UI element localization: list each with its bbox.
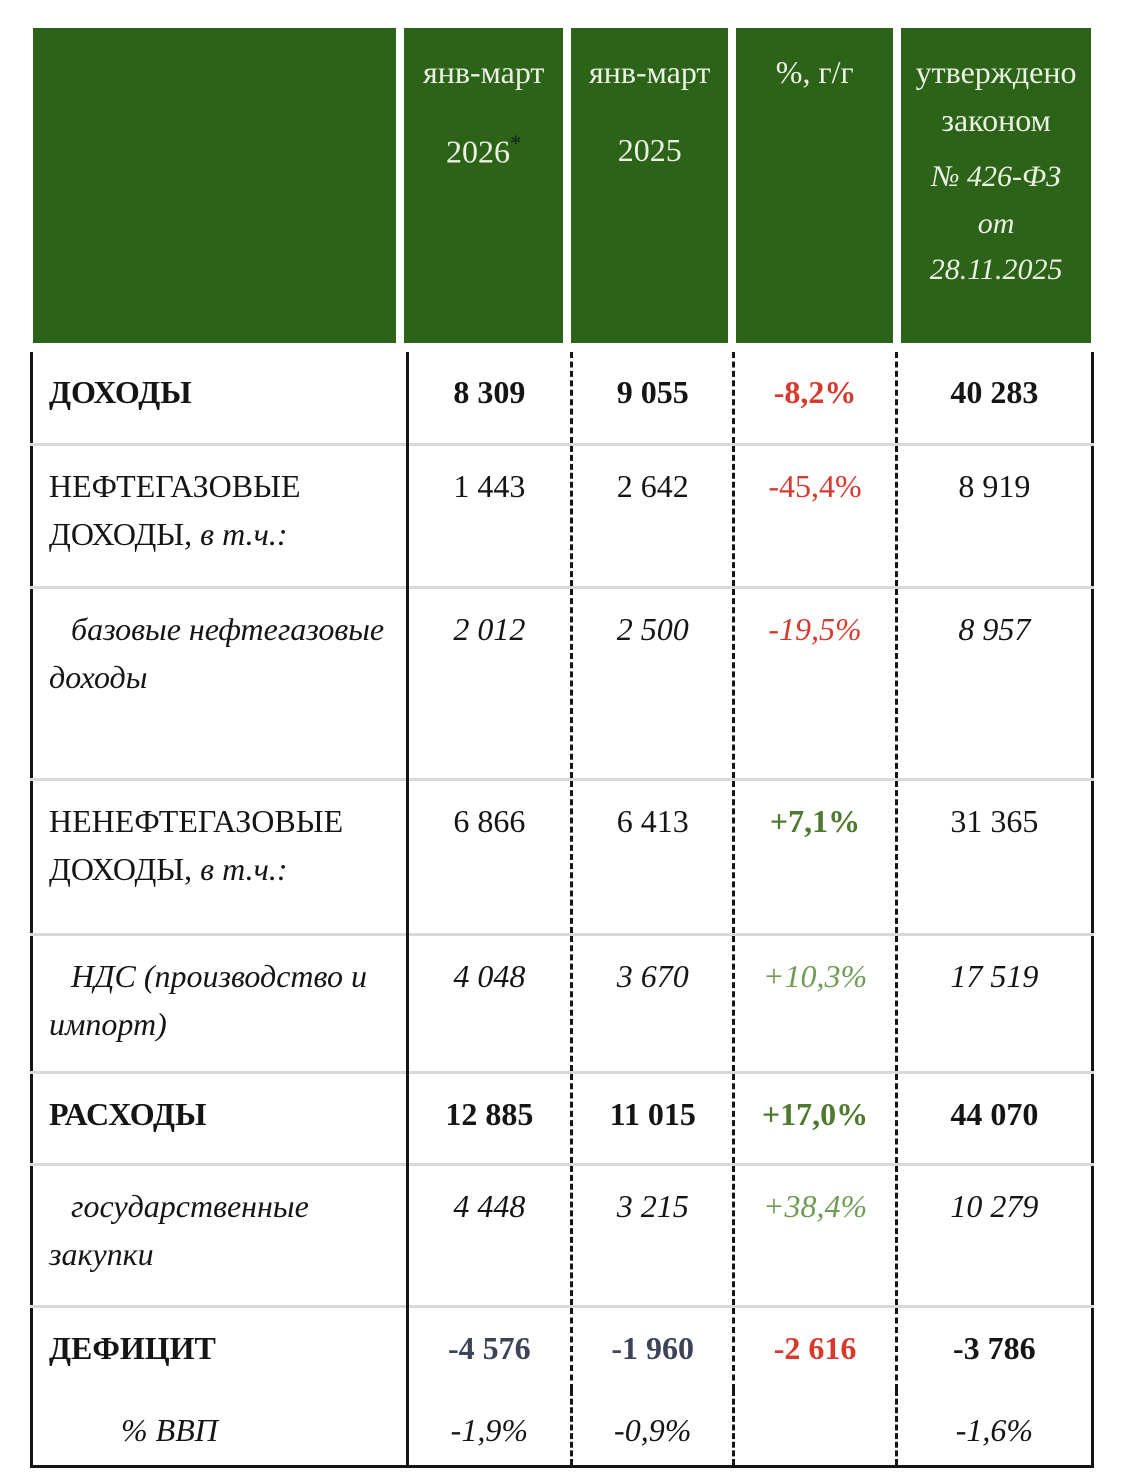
header-approved-by-law: утверждено законом № 426-ФЗ от 28.11.2025	[901, 28, 1091, 343]
value-2026: 6 866	[407, 779, 571, 934]
value-yoy: -2 616	[734, 1306, 896, 1390]
row-label: ДЕФИЦИТ	[32, 1306, 408, 1390]
value-yoy	[734, 1390, 896, 1466]
value-2025: 6 413	[572, 779, 734, 934]
value-2025: -1 960	[572, 1306, 734, 1390]
value-2026: 4 048	[407, 934, 571, 1072]
row-label: НЕНЕФТЕГАЗОВЫЕ ДОХОДЫ, в т.ч.:	[32, 779, 408, 934]
value-2025: 2 642	[572, 444, 734, 587]
table-row-pct-gdp	[32, 1390, 1093, 1466]
row-label: НЕФТЕГАЗОВЫЕ ДОХОДЫ, в т.ч.:	[32, 444, 408, 587]
header-period-line: янв-март	[423, 54, 545, 90]
value-law: -3 786	[896, 1306, 1092, 1390]
table-row-non-oil-gas-revenues	[32, 779, 1093, 934]
row-label: НДС (производство и импорт)	[32, 934, 408, 1072]
header-yoy-percent: %, г/г	[736, 28, 893, 343]
row-label-suffix: в т.ч.:	[192, 515, 288, 552]
value-2025: 3 215	[572, 1164, 734, 1306]
value-2025: 11 015	[572, 1072, 734, 1164]
row-label: базовые нефтегазовые доходы	[32, 587, 408, 779]
value-2025: 3 670	[572, 934, 734, 1072]
header-period-line: янв-март	[589, 54, 711, 90]
footnote-asterisk: *	[509, 130, 522, 156]
value-law: 44 070	[896, 1072, 1092, 1164]
table-row-vat	[32, 934, 1093, 1072]
value-2026: -1,9%	[450, 1412, 528, 1448]
row-label: % ВВП	[32, 1390, 408, 1466]
header-jan-mar-2026	[404, 28, 563, 343]
value-2025: 2 500	[572, 587, 734, 779]
header-jan-mar-2025	[571, 28, 728, 343]
value-2026: 4 448	[407, 1164, 571, 1306]
value-law: 8 957	[896, 587, 1092, 779]
value-yoy: -8,2%	[734, 352, 896, 444]
budget-table	[30, 352, 1094, 1468]
value-yoy: +7,1%	[734, 779, 896, 934]
value-yoy: -19,5%	[734, 587, 896, 779]
table-row-revenues	[32, 352, 1093, 444]
table-row-oil-gas-revenues	[32, 444, 1093, 587]
value-law: 10 279	[896, 1164, 1092, 1306]
value-2026: 8 309	[453, 374, 526, 410]
row-label: РАСХОДЫ	[32, 1072, 408, 1164]
law-reference: № 426-ФЗ от 28.11.2025	[929, 160, 1063, 286]
value-2026: 1 443	[407, 444, 571, 587]
table-row-state-procurement	[32, 1164, 1093, 1306]
value-yoy: +38,4%	[734, 1164, 896, 1306]
value-law: 31 365	[896, 779, 1092, 934]
value-2026: 12 885	[407, 1072, 571, 1164]
table-row-base-oil-gas-revenues	[32, 587, 1093, 779]
row-label: государственные закупки	[32, 1164, 408, 1306]
value-law: 17 519	[896, 934, 1092, 1072]
value-2026: 2 012	[407, 587, 571, 779]
value-yoy: +10,3%	[734, 934, 896, 1072]
value-2025: 9 055	[572, 352, 734, 444]
value-law: 40 283	[896, 352, 1092, 444]
row-label-suffix: в т.ч.:	[192, 850, 288, 887]
value-2026: -4 576	[407, 1306, 571, 1390]
header-year-line: 2025	[617, 132, 682, 168]
header-label-column	[33, 28, 396, 343]
value-2025: -0,9%	[572, 1390, 734, 1466]
row-label: ДОХОДЫ	[32, 352, 408, 444]
value-law: 8 919	[896, 444, 1092, 587]
value-yoy: -45,4%	[734, 444, 896, 587]
value-law: -1,6%	[896, 1390, 1092, 1466]
table-row-expenditures	[32, 1072, 1093, 1164]
table-row-deficit	[32, 1306, 1093, 1390]
header-year-line: 2026*	[445, 130, 522, 170]
table-header	[30, 28, 1094, 343]
value-yoy: +17,0%	[734, 1072, 896, 1164]
